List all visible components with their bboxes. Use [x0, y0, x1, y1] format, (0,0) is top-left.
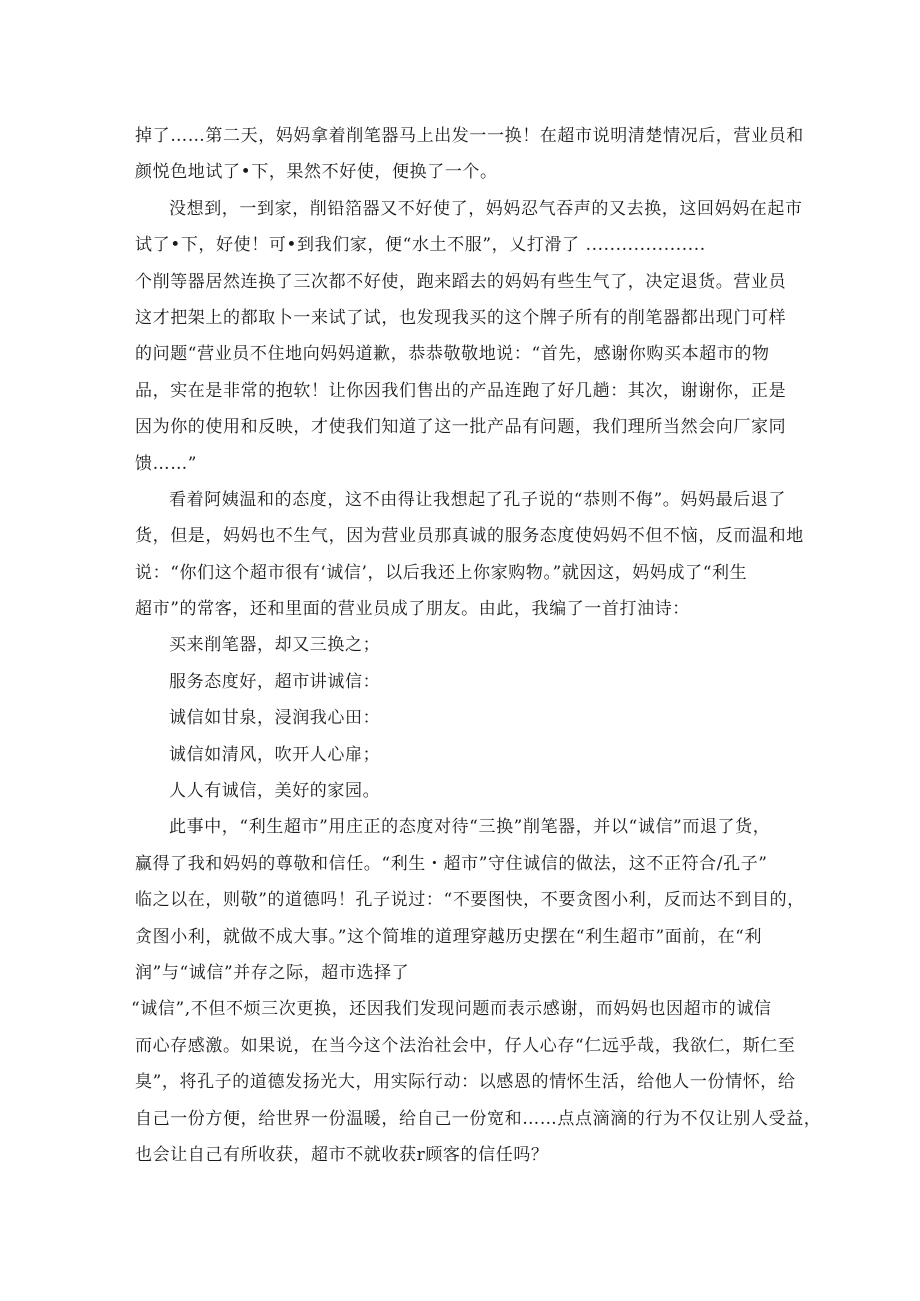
text-line: 货，但是，妈妈也不生气，因为营业员那真诚的服务态度使妈妈不但不恼，反而温和地 [135, 526, 804, 547]
text-line: 而心存感激。如果说，在当今这个法治社会中，仔人心存“仁远乎哉，我欲仁，斯仁至 [135, 1035, 796, 1056]
essay-body [131, 118, 822, 1173]
text-line: 超市”的常客，还和里面的营业员成了朋友。由此，我编了一首打油诗： [135, 599, 690, 620]
text-line: 买来削笔器，却又三换之； [169, 635, 381, 656]
text-line: 诚信如甘泉，浸润我心田： [169, 708, 381, 729]
text-line: 服务态度好，超市讲诚信： [169, 671, 381, 692]
text-line: 临之以在，则敬”的道德吗！孔子说过：“不要图快，不要贪图小利，反而达不到目的， [135, 890, 805, 911]
text-line: 诚信如清风，吹开人心扉； [169, 744, 381, 765]
text-line: 看着阿姨温和的态度，这不由得让我想起了孔子说的“恭则不侮”。妈妈最后退了 [169, 489, 786, 510]
text-line: 个削等器居然连换了三次都不好使，跑来蹈去的妈妈有些生气了，决定退货。营业员 [135, 271, 787, 292]
text-line: 也会让自己有所收获，超市不就收获r顾客的信任吗？ [135, 1144, 549, 1165]
text-line: 因为你的使用和反映，才使我们知道了这一批产品有问题，我们理所当然会向厂家同 [135, 417, 787, 438]
text-line: 说：“你们这个超市很有‘诚信’，以后我还上你家购物。”就因这，妈妈成了“利生 [135, 562, 748, 583]
text-line: 贪图小利，就做不成大事。”这个简堆的道理穿越历史摆在“利生超市”面前，在“利 [135, 926, 763, 947]
text-line: 掉了……第二天，妈妈拿着削笔器马上出发一一换！在超市说明清楚情况后，营业员和 [135, 126, 804, 146]
text-line: 试了•下，好使！可•到我们家，便“水土不服”，乂打滑了 .................... [135, 235, 706, 256]
text-line: 品，实在是非常的抱软！让你因我们售出的产品连跑了好几趟：其次，谢谢你，正是 [135, 380, 787, 401]
text-line: 馈……” [135, 453, 198, 474]
text-line: “诚信”,不但不烦三次更换，还因我们发现问题而表示感谢，而妈妈也因超市的诚信 [131, 999, 772, 1020]
text-line: 的问题“营业员不住地向妈妈道歉，恭恭敬敬地说：“首先，感谢你购买本超市的物 [135, 344, 770, 365]
text-line: 人人有诚信，美好的家园。 [169, 781, 381, 802]
text-line: 没想到，一到家，削铅箔器又不好使了，妈妈忍气吞声的又去换，这回妈妈在起市 [169, 198, 803, 219]
text-line: 自己一份方便，给世界一份温暖，给自己一份宽和……点点滴滴的行为不仅让别人受益， [135, 1108, 822, 1129]
text-line: 臭”，将孔子的道德发扬光大，用实际行动：以感恩的情怀生活，给他人一份情怀，给 [135, 1072, 796, 1093]
text-line: 赢得了我和妈妈的尊敬和信任。“利生・超市”守住诚信的做法，这不正符合/孔子” [135, 853, 768, 874]
text-line: 润”与“诚信”并存之际，超市选择了 [135, 962, 410, 983]
text-line: 此事中，“利生超市”用庄正的态度对待“三换”削笔器，并以“诚信”而退了货， [169, 817, 771, 838]
text-line: 颜悦色地试了•下，果然不好使，便换了一个。 [135, 162, 498, 183]
text-line: 这才把架上的都取卜一来试了试，也发现我买的这个牌子所有的削笔器都出现门可样 [135, 307, 787, 328]
